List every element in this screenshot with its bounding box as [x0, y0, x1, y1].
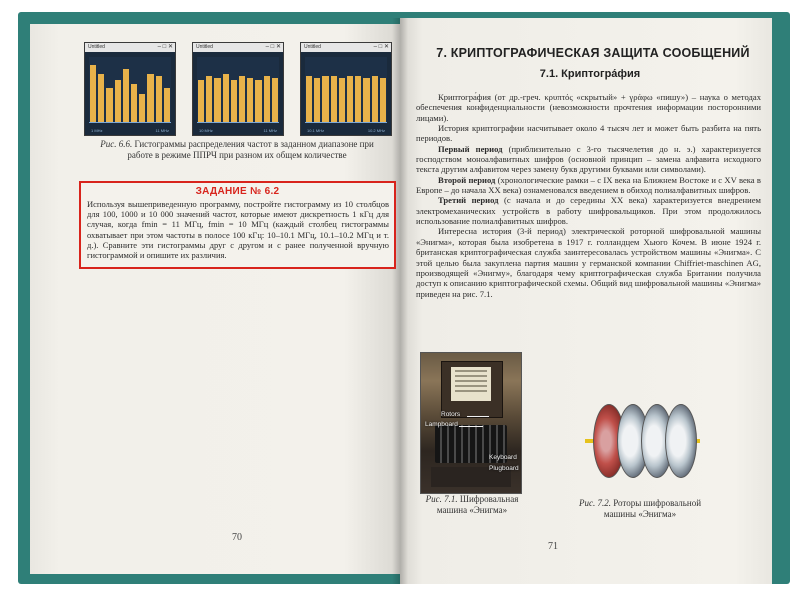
- task-box: [79, 181, 396, 269]
- rotor-4: [665, 404, 697, 478]
- histogram-plot: [305, 57, 387, 123]
- histogram-axis: [199, 128, 277, 133]
- window-title: Untitled: [301, 43, 391, 52]
- histogram-axis: [307, 128, 385, 133]
- figure-text: Гистограммы распределения частот в заданном диапазоне при работе в режиме ППРЧ при разном их общем количестве: [127, 139, 374, 160]
- paragraph: Второй период (хронологические рамки – с IX века на Ближнем Востоке и с XV века в Европе – до начала XX века) ознаменовался введением в обиход полиалфавитных шифров.: [416, 174, 761, 196]
- figure-caption-7-2: [575, 498, 705, 520]
- histogram-axis: [91, 128, 169, 133]
- window-controls-icon: – □ ✕: [157, 44, 173, 50]
- window-controls-icon: – □ ✕: [265, 44, 281, 50]
- histogram-bar: [115, 80, 121, 123]
- window-title: Untitled: [85, 43, 175, 52]
- histogram-bar: [306, 76, 312, 123]
- plot-baseline: [89, 122, 171, 123]
- axis-left-label: 1 MHz: [91, 128, 103, 133]
- histogram-bar: [322, 76, 328, 123]
- histogram-bar: [239, 76, 245, 123]
- window-controls-icon: – □ ✕: [373, 44, 389, 50]
- histogram-bar: [214, 78, 220, 123]
- section-title: 7.1. Криптогра́фия: [539, 68, 641, 80]
- histogram-bar: [272, 78, 278, 123]
- histogram-bar: [206, 76, 212, 123]
- histogram-bar: [372, 76, 378, 123]
- histogram-plot: [89, 57, 171, 123]
- histogram-window-2: [192, 42, 284, 136]
- histogram-bar: [380, 78, 386, 123]
- enigma-rotors-photo: [585, 384, 700, 496]
- plot-baseline: [305, 122, 387, 123]
- body-text: [416, 92, 761, 299]
- figure-number: Рис. 7.2.: [578, 498, 611, 508]
- histogram-bar: [90, 65, 96, 123]
- paragraph: Интересна история (3-й период) электрической роторной шифровальной машины «Энигма», которая была изобретена в 1917 г. голландцем Хьюго Кочем. В июне 1924 г. британская криптографическая служба заинтересовалась устройством машины «Энигма». С этой целью была закуплена партия машин у германской компании Chiffriet-maschinen AG, производящей «Энигму», благодаря чему криптографическая служба Британии получила доступ к описанию криптографической схемы. Общий вид шифровальной машины «Энигма» приведен на рис. 7.1.: [416, 226, 761, 299]
- enigma-machine-photo: [420, 352, 522, 494]
- chapter-title: 7. КРИПТОГРАФИЧЕСКАЯ ЗАЩИТА СООБЩЕНИЙ: [436, 46, 750, 60]
- histogram-window-3: [300, 42, 392, 136]
- histogram-bar: [139, 94, 145, 123]
- axis-right-label: 11 MHz: [155, 128, 169, 133]
- figure-caption-6-6: [92, 139, 382, 161]
- axis-right-label: 10.2 MHz: [367, 128, 385, 133]
- histogram-bar: [147, 74, 153, 123]
- page-number-left: 70: [232, 532, 242, 543]
- histogram-bar: [264, 76, 270, 123]
- histogram-bar: [106, 88, 112, 123]
- paragraph: История криптографии насчитывает около 4 тысяч лет и может быть разбита на пять периодов.: [416, 123, 761, 144]
- figure-number: Рис. 6.6.: [100, 139, 133, 149]
- histogram-bar: [363, 78, 369, 123]
- histogram-bar: [247, 78, 253, 123]
- histogram-screenshots: [84, 42, 394, 136]
- histogram-bar: [98, 74, 104, 123]
- plot-baseline: [197, 122, 279, 123]
- axis-left-label: 10 MHz: [199, 128, 213, 133]
- task-body: Используя вышеприведенную программу, постройте гистограмму из 10 столбцов для 100, 1000 и 10 000 значений частот, которые имеют дискретность 1 кГц для случая, когда fmin = 11 МГц, fmin = 10 МГц (каждый столбец гистограммы охватывает при этом частоты в полосе 100 кГц: 10–10.1 МГц, 10.1–10.2 МГц и т. д.). Сравните эти гистограммы друг с другом и с ранее полученной вручную гистограммой и опишите их различия.: [87, 199, 389, 261]
- task-title: ЗАДАНИЕ № 6.2: [195, 186, 280, 197]
- histogram-plot: [197, 57, 279, 123]
- label-rotors: Rotors: [441, 411, 461, 418]
- paragraph: Первый период (приблизительно с 3-го тысячелетия до н. э.) характеризуется господством моноалфавитных шифров (основной принцип – замена алфавита исходного текста другим алфавитом через замену букв другими буквами или символами).: [416, 143, 761, 175]
- label-plugboard: Plugboard: [489, 465, 519, 472]
- histogram-bar: [331, 76, 337, 123]
- axis-right-label: 11 MHz: [263, 128, 277, 133]
- label-pointer: [467, 416, 489, 417]
- bleed-through-text: [180, 280, 395, 530]
- page-number-right: 71: [548, 541, 558, 552]
- histogram-bar: [255, 80, 261, 123]
- histogram-bar: [123, 69, 129, 123]
- window-title: Untitled: [193, 43, 283, 52]
- histogram-bar: [314, 78, 320, 123]
- histogram-window-1: [84, 42, 176, 136]
- label-keyboard: Keyboard: [489, 454, 517, 461]
- histogram-bar: [231, 80, 237, 123]
- histogram-bar: [347, 76, 353, 123]
- histogram-bar: [164, 88, 170, 123]
- figure-text: Роторы шифровальной машины «Энигма»: [603, 498, 702, 519]
- figure-number: Рис. 7.1.: [425, 494, 458, 504]
- paragraph: Криптогра́фия (от др.-греч. κρυπτός «скрытый» + γράφω «пишу») – наука о методах обеспечения конфиденциальности (невозможности прочтения информации посторонними лицами).: [416, 92, 761, 123]
- histogram-bar: [339, 78, 345, 123]
- paragraph: Третий период (с начала и до середины XX века) характеризуется внедрением электромеханических устройств в работу шифровальщиков. При этом продолжилось использование полиалфавитных шифров.: [416, 195, 761, 227]
- enigma-panel: [451, 367, 491, 401]
- label-lampboard: Lampboard: [425, 421, 458, 428]
- histogram-bar: [223, 74, 229, 123]
- label-pointer: [459, 426, 483, 427]
- histogram-bar: [198, 80, 204, 123]
- histogram-bar: [355, 76, 361, 123]
- histogram-bar: [156, 76, 162, 123]
- axis-left-label: 10.1 MHz: [307, 128, 325, 133]
- figure-caption-7-1: [412, 494, 532, 516]
- histogram-bar: [131, 84, 137, 123]
- figure-text: Шифровальная машина «Энигма»: [436, 494, 519, 515]
